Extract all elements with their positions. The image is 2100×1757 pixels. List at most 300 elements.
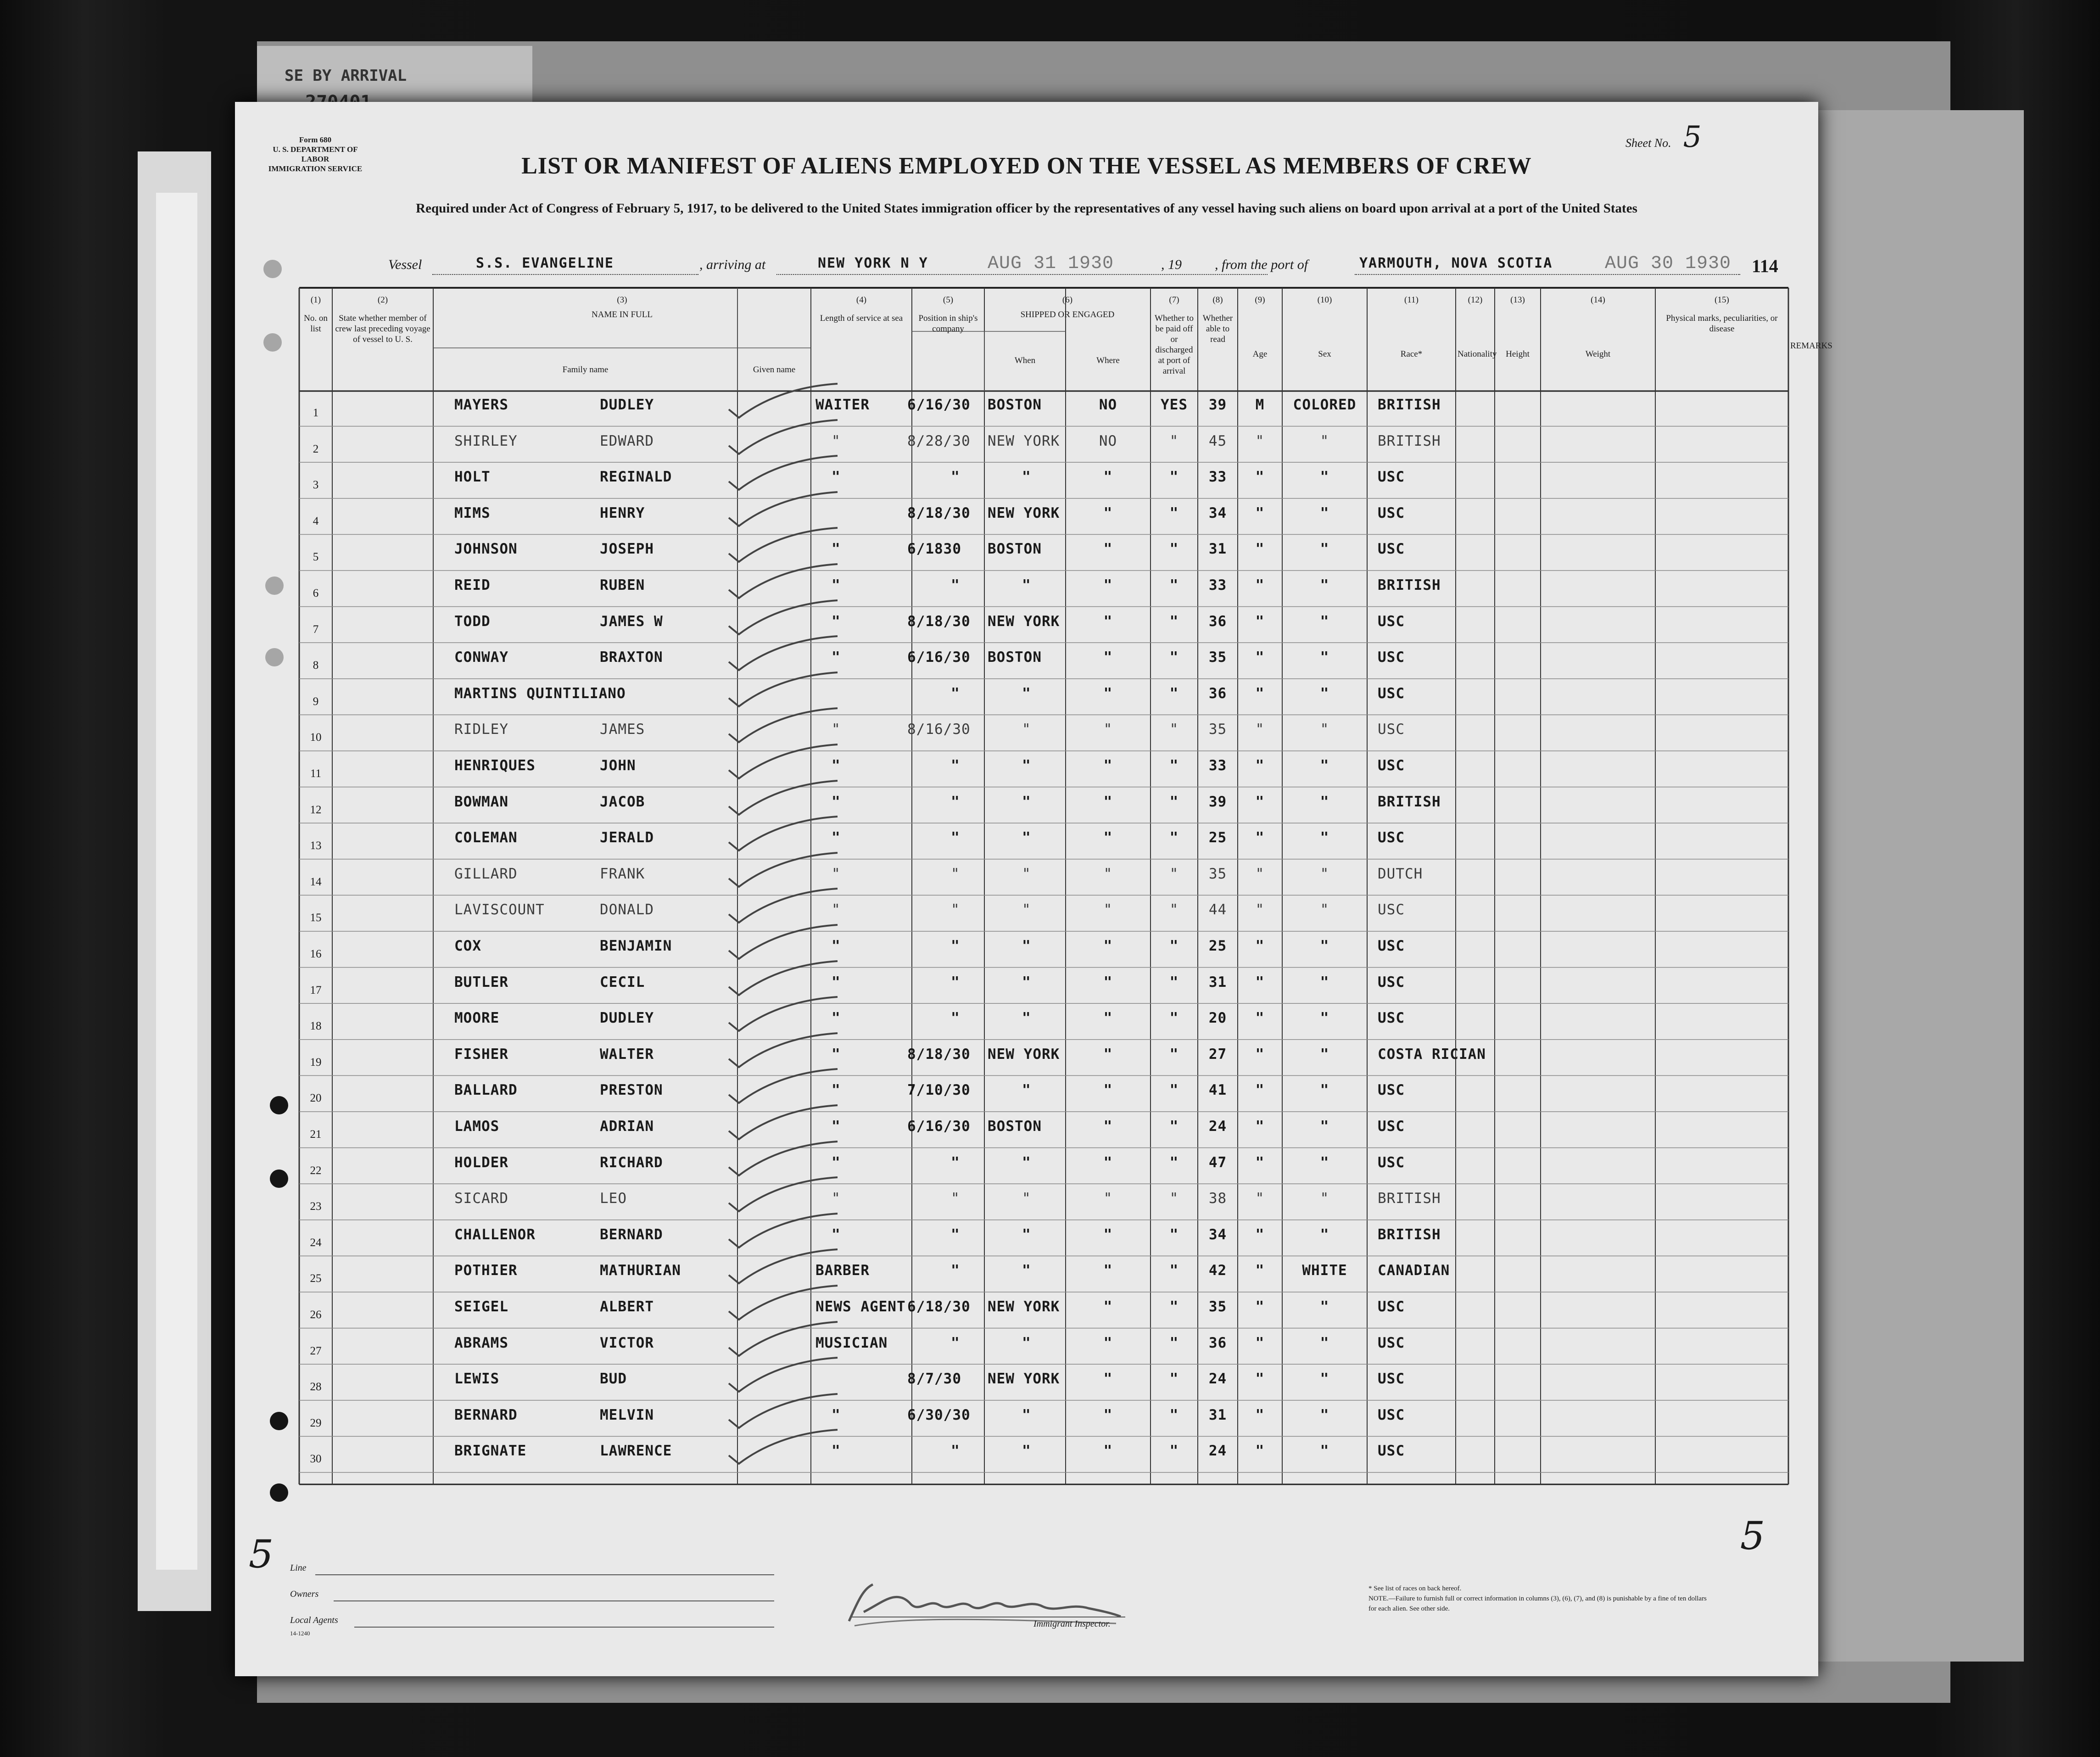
row-number: 27 [310, 1344, 322, 1357]
row-number: 7 [313, 623, 319, 636]
given-name: MATHURIAN [600, 1262, 681, 1279]
column-number: (5) [943, 295, 954, 305]
family-name: HOLDER [454, 1154, 508, 1171]
manifest-page [235, 102, 1832, 1676]
row-number: 23 [310, 1200, 322, 1213]
service-checkmark [725, 1428, 840, 1469]
given-name: JERALD [600, 829, 654, 846]
nationality: USC [1378, 757, 1405, 774]
able-to-read: " [1169, 1443, 1179, 1460]
sheet-number-handwritten: 5 [1680, 120, 1705, 154]
position: " [832, 901, 841, 918]
shipped-when: 6/16/30 [907, 1118, 971, 1135]
shipped-where: " [1022, 1154, 1031, 1171]
age: 31 [1208, 1406, 1227, 1423]
able-to-read: " [1169, 541, 1179, 558]
paid-off: " [1103, 829, 1113, 846]
age: 33 [1208, 469, 1227, 486]
family-name: REID [454, 577, 491, 593]
service-checkmark [725, 1175, 840, 1217]
service-name: IMMIGRATION SERVICE [268, 164, 363, 173]
service-checkmark [725, 779, 840, 820]
form-number: Form 680 [299, 135, 332, 144]
position: " [832, 974, 841, 990]
row-number: 9 [313, 695, 319, 708]
given-name: JAMES W [600, 613, 663, 630]
shipped-when: " [951, 829, 960, 846]
sex: " [1255, 1082, 1265, 1099]
row-number: 26 [310, 1309, 322, 1321]
shipped-where: NEW YORK [988, 504, 1060, 521]
sex: " [1255, 1406, 1265, 1423]
family-name: SEIGEL [454, 1298, 508, 1315]
age: 35 [1208, 649, 1227, 666]
sex: " [1255, 757, 1265, 774]
family-name: MARTINS QUINTILIANO [454, 685, 626, 702]
column-number: (2) [377, 295, 388, 305]
service-checkmark [725, 1140, 840, 1181]
family-name: CONWAY [454, 649, 508, 666]
family-name: SICARD [454, 1190, 508, 1207]
column-header-13: Height [1506, 349, 1530, 359]
nationality: CANADIAN [1378, 1262, 1450, 1279]
able-to-read: " [1169, 469, 1179, 486]
service-checkmark [725, 959, 840, 1001]
family-name: RIDLEY [454, 721, 508, 738]
race: " [1320, 1443, 1329, 1460]
column-header-9: Age [1252, 349, 1268, 359]
paid-off: " [1103, 1334, 1113, 1351]
shipped-where: " [1022, 938, 1031, 954]
nationality: COSTA RICIAN [1378, 1046, 1486, 1063]
race: WHITE [1302, 1262, 1347, 1279]
given-name: DONALD [600, 901, 654, 918]
given-name: CECIL [600, 974, 645, 990]
position: " [832, 1046, 841, 1063]
nationality: BRITISH [1378, 577, 1441, 593]
shipped-where: " [1022, 1262, 1031, 1279]
nationality: USC [1378, 1334, 1405, 1351]
sex: " [1255, 577, 1265, 593]
arriving-label: , arriving at [699, 257, 766, 272]
age: 35 [1208, 1298, 1227, 1315]
shipped-where: " [1022, 793, 1031, 810]
nationality: USC [1378, 1298, 1405, 1315]
family-name: SHIRLEY [454, 432, 518, 449]
given-name: LEO [600, 1190, 627, 1207]
paid-off: " [1103, 1190, 1113, 1207]
paid-off: " [1103, 1154, 1113, 1171]
position: " [832, 829, 841, 846]
shipped-when: 8/28/30 [907, 432, 971, 449]
given-name: BERNARD [600, 1226, 663, 1243]
position: " [832, 1443, 841, 1460]
position: BARBER [815, 1262, 870, 1279]
position: " [832, 938, 841, 954]
table-grid [235, 102, 1818, 1676]
position: " [832, 757, 841, 774]
service-checkmark [725, 1284, 840, 1325]
given-name: LAWRENCE [600, 1443, 672, 1460]
service-checkmark [725, 490, 840, 532]
shipped-when: 6/16/30 [907, 397, 971, 413]
shipped-where: BOSTON [988, 649, 1042, 666]
service-checkmark [725, 562, 840, 604]
shipped-when: 8/16/30 [907, 721, 971, 738]
shipped-where: " [1022, 469, 1031, 486]
column-header-1: No. on list [304, 313, 328, 334]
given-name: REGINALD [600, 469, 672, 486]
race: " [1320, 613, 1329, 630]
able-to-read: " [1169, 432, 1179, 449]
service-checkmark [725, 743, 840, 784]
manifest-number: 114 [1752, 256, 1778, 276]
sex: " [1255, 1262, 1265, 1279]
footer-agents-rule [354, 1627, 774, 1628]
row-number: 24 [310, 1236, 322, 1249]
race: " [1320, 577, 1329, 593]
service-checkmark [725, 1031, 840, 1073]
handwritten-number-right: 5 [1735, 1513, 1770, 1558]
binder-hole [270, 1412, 288, 1430]
shipped-when: 8/7/30 [907, 1371, 961, 1388]
nationality: BRITISH [1378, 1190, 1441, 1207]
age: 44 [1208, 901, 1227, 918]
from-port-label: , from the port of [1215, 257, 1308, 272]
age: 25 [1208, 829, 1227, 846]
nationality: USC [1378, 649, 1405, 666]
paid-off: " [1103, 901, 1113, 918]
shipped-when: 6/30/30 [907, 1406, 971, 1423]
binder-hole [263, 260, 282, 278]
race: " [1320, 685, 1329, 702]
able-to-read: " [1169, 504, 1179, 521]
shipped-where: " [1022, 865, 1031, 882]
age: 27 [1208, 1046, 1227, 1063]
age: 31 [1208, 541, 1227, 558]
position: " [832, 469, 841, 486]
able-to-read: " [1169, 1082, 1179, 1099]
row-number: 28 [310, 1381, 322, 1393]
age: 34 [1208, 1226, 1227, 1243]
position: " [832, 1190, 841, 1207]
row-number: 18 [310, 1020, 322, 1033]
nationality: USC [1378, 1406, 1405, 1423]
family-name: HOLT [454, 469, 491, 486]
service-checkmark [725, 887, 840, 928]
service-checkmark [725, 815, 840, 856]
footer-line-rule [315, 1574, 774, 1575]
service-checkmark [725, 1212, 840, 1253]
family-name: BERNARD [454, 1406, 518, 1423]
row-number: 22 [310, 1164, 322, 1177]
age: 25 [1208, 938, 1227, 954]
race: " [1320, 901, 1329, 918]
paid-off: NO [1099, 432, 1117, 449]
column-number: (9) [1255, 295, 1265, 305]
footer-agents-code: 14-1240 [290, 1630, 310, 1637]
page-title: LIST OR MANIFEST OF ALIENS EMPLOYED ON THE VESSEL AS MEMBERS OF CREW [521, 153, 1532, 179]
shipped-when: " [951, 469, 960, 486]
family-name: COX [454, 938, 481, 954]
paid-off: " [1103, 504, 1113, 521]
sex: " [1255, 721, 1265, 738]
row-number: 11 [310, 767, 322, 780]
sex: " [1255, 1226, 1265, 1243]
race: " [1320, 1082, 1329, 1099]
service-checkmark [725, 671, 840, 712]
nationality: USC [1378, 469, 1405, 486]
column-header-12: Nationality [1458, 349, 1497, 359]
shipped-where: " [1022, 829, 1031, 846]
age: 24 [1208, 1118, 1227, 1135]
row-number: 14 [310, 875, 322, 888]
sex: " [1255, 974, 1265, 990]
able-to-read: " [1169, 1334, 1179, 1351]
given-name: ADRIAN [600, 1118, 654, 1135]
age: 42 [1208, 1262, 1227, 1279]
age: 35 [1208, 721, 1227, 738]
race: " [1320, 1190, 1329, 1207]
shipped-when: " [951, 1010, 960, 1027]
column-header-14: Weight [1585, 349, 1611, 359]
column-header-8: Whether able to read [1202, 313, 1233, 344]
age: 47 [1208, 1154, 1227, 1171]
race: " [1320, 1371, 1329, 1388]
given-name: ALBERT [600, 1298, 654, 1315]
column-subheader: Given name [753, 365, 796, 375]
column-number: (14) [1591, 295, 1605, 305]
row-number: 4 [313, 515, 319, 527]
race: " [1320, 504, 1329, 521]
able-to-read: " [1169, 793, 1179, 810]
row-number: 16 [310, 948, 322, 960]
nationality: BRITISH [1378, 397, 1441, 413]
given-name: VICTOR [600, 1334, 654, 1351]
family-name: FISHER [454, 1046, 508, 1063]
family-name: POTHIER [454, 1262, 518, 1279]
sheet-number-label: Sheet No. [1625, 136, 1671, 150]
row-number: 13 [310, 839, 322, 852]
row-number: 8 [313, 659, 319, 672]
position: " [832, 1154, 841, 1171]
nationality: USC [1378, 1154, 1405, 1171]
arrival-date-stamp: AUG 31 1930 [988, 253, 1114, 274]
column-header-3: NAME IN FULL [592, 310, 653, 319]
service-checkmark [725, 599, 840, 640]
row-number: 6 [313, 587, 319, 599]
department-name: U. S. DEPARTMENT OF LABOR [273, 145, 358, 163]
shipped-where: " [1022, 757, 1031, 774]
shipped-when: " [951, 974, 960, 990]
page-subtitle: Required under Act of Congress of February 5, 1917, to be delivered to the United States immigration officer by the representatives of any vessel having such aliens on board upon arrival at a port of the United States [416, 201, 1637, 216]
race: " [1320, 974, 1329, 990]
service-checkmark [725, 1248, 840, 1289]
service-checkmark [725, 1356, 840, 1397]
paid-off: " [1103, 757, 1113, 774]
able-to-read: " [1169, 1262, 1179, 1279]
nationality: USC [1378, 1010, 1405, 1027]
row-number: 1 [313, 407, 319, 419]
binder-hole [270, 1483, 288, 1502]
given-name: RUBEN [600, 577, 645, 593]
shipped-when: " [951, 1262, 960, 1279]
position: WAITER [815, 397, 870, 413]
race: COLORED [1293, 397, 1357, 413]
row-number: 3 [313, 479, 319, 492]
sex: " [1255, 1298, 1265, 1315]
column-header-15: Physical marks, peculiarities, or disease [1666, 313, 1778, 334]
sex: " [1255, 901, 1265, 918]
shipped-when: " [951, 865, 960, 882]
footer-line-label: Line [290, 1563, 307, 1573]
right-backing-sheet [1817, 110, 2024, 1662]
sex: " [1255, 1010, 1265, 1027]
service-checkmark [725, 923, 840, 964]
paid-off: " [1103, 541, 1113, 558]
able-to-read: " [1169, 1118, 1179, 1135]
nationality: USC [1378, 1443, 1405, 1460]
paid-off: " [1103, 793, 1113, 810]
position: " [832, 865, 841, 882]
nationality: USC [1378, 685, 1405, 702]
service-checkmark [725, 851, 840, 892]
shipped-where: NEW YORK [988, 1046, 1060, 1063]
shipped-where: BOSTON [988, 541, 1042, 558]
vessel-label: Vessel [388, 257, 422, 272]
paid-off: " [1103, 938, 1113, 954]
row-number: 15 [310, 912, 322, 924]
footer-agents-label: Local Agents [290, 1615, 338, 1625]
shipped-when: " [951, 757, 960, 774]
nationality: USC [1378, 974, 1405, 990]
paid-off: " [1103, 469, 1113, 486]
paid-off: " [1103, 649, 1113, 666]
nationality: USC [1378, 1082, 1405, 1099]
given-name: BENJAMIN [600, 938, 672, 954]
family-name: HENRIQUES [454, 757, 536, 774]
service-checkmark [725, 634, 840, 676]
column-header-4: Length of service at sea [820, 313, 903, 323]
row-number: 21 [310, 1128, 322, 1141]
row-number: 10 [310, 731, 322, 744]
arriving-port: NEW YORK N Y [818, 255, 928, 271]
given-name: BRAXTON [600, 649, 663, 666]
sex: " [1255, 1118, 1265, 1135]
nationality: USC [1378, 938, 1405, 954]
race: " [1320, 1010, 1329, 1027]
row-number: 12 [310, 803, 322, 816]
able-to-read: " [1169, 1010, 1179, 1027]
shipped-where: " [1022, 1334, 1031, 1351]
paid-off: " [1103, 865, 1113, 882]
nationality: BRITISH [1378, 793, 1441, 810]
shipped-where: " [1022, 1010, 1031, 1027]
shipped-when: 6/1830 [907, 541, 961, 558]
shipped-when: " [951, 901, 960, 918]
shipped-where: " [1022, 1443, 1031, 1460]
shipped-when: 8/18/30 [907, 504, 971, 521]
family-name: JOHNSON [454, 541, 518, 558]
race: " [1320, 1118, 1329, 1135]
sex: " [1255, 469, 1265, 486]
row-number: 30 [310, 1453, 322, 1466]
shipped-when: 7/10/30 [907, 1082, 971, 1099]
able-to-read: " [1169, 829, 1179, 846]
given-name: JAMES [600, 721, 645, 738]
shipped-where: " [1022, 1406, 1031, 1423]
paid-off: " [1103, 1010, 1113, 1027]
sex: " [1255, 1046, 1265, 1063]
column-subheader: When [1014, 356, 1036, 365]
family-name: BOWMAN [454, 793, 508, 810]
sex: " [1255, 613, 1265, 630]
position: " [832, 1010, 841, 1027]
given-name: JOSEPH [600, 541, 654, 558]
column-number: (1) [310, 295, 321, 305]
shipped-where: BOSTON [988, 397, 1042, 413]
row-number: 19 [310, 1056, 322, 1069]
given-name: FRANK [600, 865, 645, 882]
service-checkmark [725, 526, 840, 567]
given-name: BUD [600, 1371, 627, 1388]
paid-off: " [1103, 1371, 1113, 1388]
shipped-when: " [951, 685, 960, 702]
age: 36 [1208, 613, 1227, 630]
position: " [832, 613, 841, 630]
paid-off: " [1103, 1262, 1113, 1279]
able-to-read: " [1169, 938, 1179, 954]
position: " [832, 432, 841, 449]
shipped-when: " [951, 1226, 960, 1243]
family-name: BUTLER [454, 974, 508, 990]
age: 36 [1208, 685, 1227, 702]
family-name: TODD [454, 613, 491, 630]
column-number: (15) [1715, 295, 1729, 305]
race: " [1320, 1298, 1329, 1315]
sex: " [1255, 649, 1265, 666]
penalty-note: NOTE.—Failure to furnish full or correct information in columns (3), (6), (7), and (8) is punishable by a fine of ten dollars for each alien. See other side. [1368, 1595, 1707, 1612]
able-to-read: " [1169, 757, 1179, 774]
shipped-when: " [951, 577, 960, 593]
row-number: 20 [310, 1092, 322, 1105]
position: NEWS AGENT [815, 1298, 906, 1315]
sex: " [1255, 1190, 1265, 1207]
sex: " [1255, 504, 1265, 521]
age: 36 [1208, 1334, 1227, 1351]
shipped-where: " [1022, 721, 1031, 738]
paid-off: " [1103, 1406, 1113, 1423]
position: MUSICIAN [815, 1334, 888, 1351]
race: " [1320, 432, 1329, 449]
position: " [832, 1082, 841, 1099]
race: " [1320, 721, 1329, 738]
position: " [832, 577, 841, 593]
service-checkmark [725, 1392, 840, 1433]
paid-off: NO [1099, 397, 1117, 413]
shipped-where: NEW YORK [988, 613, 1060, 630]
service-checkmark [725, 995, 840, 1036]
departure-date-stamp: AUG 30 1930 [1605, 253, 1731, 274]
age: 39 [1208, 397, 1227, 413]
given-name: JOHN [600, 757, 636, 774]
shipped-where: NEW YORK [988, 1371, 1060, 1388]
age: 33 [1208, 577, 1227, 593]
column-header-5: Position in ship's company [918, 313, 978, 334]
age: 34 [1208, 504, 1227, 521]
shipped-where: " [1022, 974, 1031, 990]
family-name: COLEMAN [454, 829, 518, 846]
